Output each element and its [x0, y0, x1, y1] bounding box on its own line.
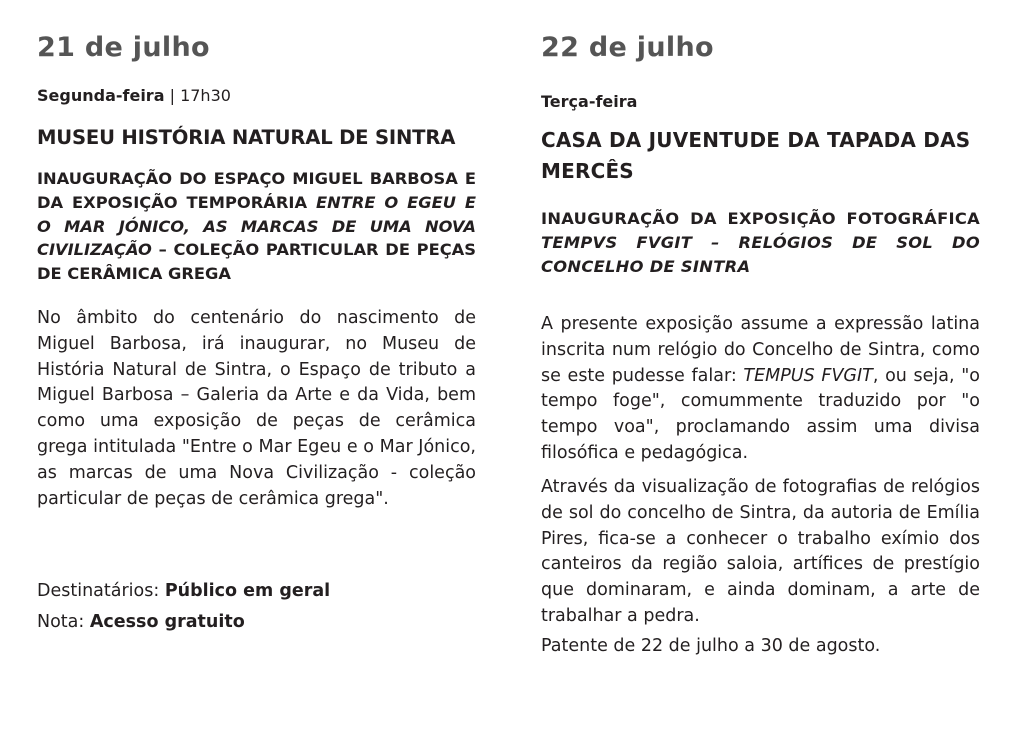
- venue-title: MUSEU HISTÓRIA NATURAL DE SINTRA: [37, 126, 456, 149]
- event-title: [541, 207, 980, 278]
- event-day-time: [37, 86, 231, 105]
- para1-part2: , ou seja, "o tempo foge", comummente traduzido por "o tempo voa", proclamando assim uma divisa filosófica e pedagógica.: [541, 365, 980, 463]
- event-weekday: Segunda-feira: [37, 86, 165, 105]
- event-title-italic: ENTRE O EGEU E O MAR JÓNICO, AS MARCAS DE UMA NOVA CIVILIZAÇÃO: [37, 192, 476, 260]
- para1-part1: A presente exposição assume a expressão latina inscrita num relógio do Concelho de Sintra, como se este pudesse falar:: [541, 314, 980, 386]
- event-title-part1: INAUGURAÇÃO DO ESPAÇO MIGUEL BARBOSA E DA EXPOSIÇÃO TEMPORÁRIA: [37, 169, 476, 212]
- note-value: Acesso gratuito: [89, 612, 245, 632]
- note-line: [37, 612, 245, 632]
- event-title-italic: TEMPVS FVGIT – RELÓGIOS DE SOL DO CONCELHO DE SINTRA: [541, 232, 980, 276]
- event-title: [37, 167, 476, 286]
- event-date: 21 de julho: [37, 32, 210, 63]
- separator: |: [169, 86, 175, 105]
- audience-value: Público em geral: [164, 581, 331, 601]
- venue-title: CASA DA JUVENTUDE DA TAPADA DAS MERCÊS: [541, 128, 971, 183]
- event-date: 22 de julho: [541, 32, 714, 63]
- description-paragraph-1: [541, 312, 980, 467]
- event-title-part2: – COLEÇÃO PARTICULAR DE PEÇAS DE CERÂMICA GREGA: [37, 240, 476, 284]
- para1-italic: TEMPUS FVGIT: [743, 365, 873, 386]
- audience-label: Destinatários:: [37, 581, 160, 601]
- description-paragraph-3: Patente de 22 de julho a 30 de agosto.: [541, 636, 881, 656]
- description-paragraph-2: Através da visualização de fotografias de relógios de sol do concelho de Sintra, da autoria de Emília Pires, fica-se a conhecer o trabalho exímio dos canteiros da região saloia, artífices de prestígio que dominaram, e ainda dominam, a arte de trabalhar a pedra.: [541, 477, 980, 626]
- audience-line: [37, 581, 330, 601]
- event-title-part1: INAUGURAÇÃO DA EXPOSIÇÃO FOTOGRÁFICA: [541, 209, 980, 228]
- event-weekday: Terça-feira: [541, 92, 638, 111]
- note-label: Nota:: [37, 612, 85, 632]
- event-day: [541, 92, 637, 111]
- event-description: No âmbito do centenário do nascimento de Miguel Barbosa, irá inaugurar, no Museu de História Natural de Sintra, o Espaço de tributo a Miguel Barbosa – Galeria da Arte e da Vida, bem como uma exposição de peças de cerâmica grega intitulada "Entre o Mar Egeu e o Mar Jónico, as marcas de uma Nova Civilização - coleção particular de peças de cerâmica grega".: [37, 308, 476, 509]
- event-time: 17h30: [180, 86, 231, 105]
